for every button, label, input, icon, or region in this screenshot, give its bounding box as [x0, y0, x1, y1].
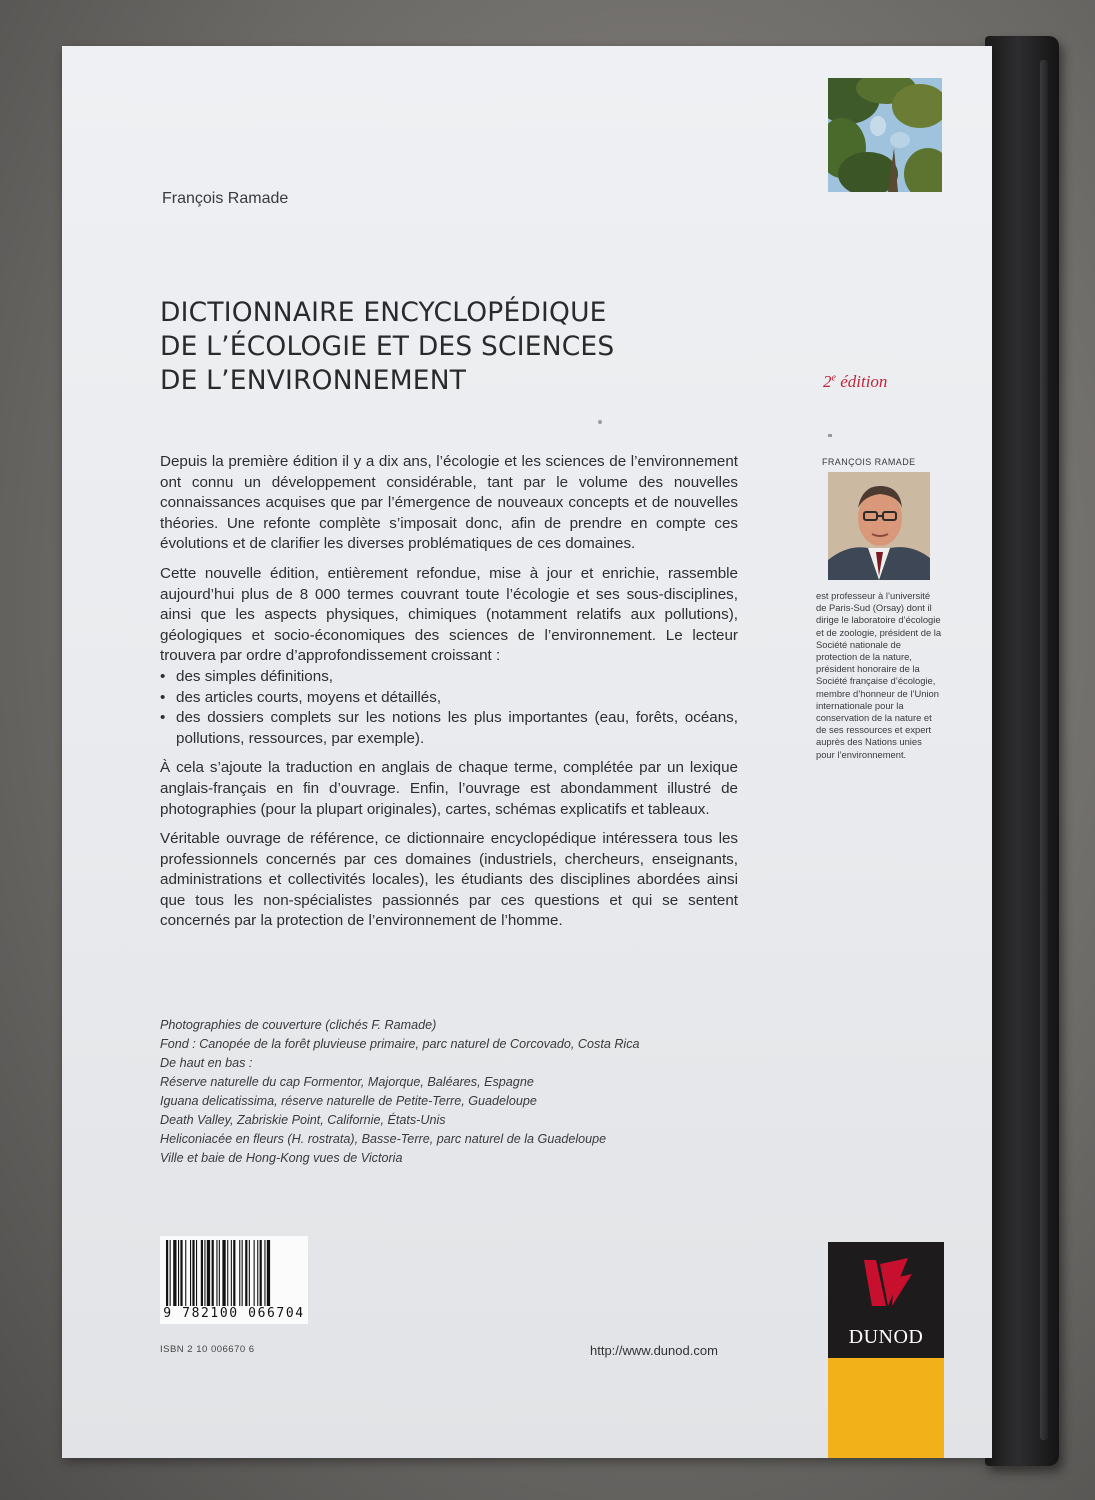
credit-line: Death Valley, Zabriskie Point, Californie, États-Unis [160, 1113, 446, 1127]
blurb-bullet: • des simples définitions, [160, 667, 738, 688]
barcode-bar [212, 1240, 214, 1306]
edition-superscript: e [831, 372, 836, 384]
barcode-bar [216, 1240, 217, 1306]
author-caption: FRANÇOIS RAMADE [822, 457, 916, 467]
barcode-bar [196, 1240, 197, 1306]
barcode-bar [249, 1240, 250, 1306]
credit-line: Photographies de couverture (clichés F. Ramade) [160, 1018, 437, 1032]
print-speck [828, 434, 832, 437]
dunod-logo-icon [828, 1242, 944, 1326]
credit-line: Iguana delicatissima, réserve naturelle de Petite-Terre, Guadeloupe [160, 1094, 537, 1108]
title-line-3: DE L’ENVIRONNEMENT [160, 365, 467, 396]
barcode-bar [201, 1240, 203, 1306]
barcode-bar [173, 1240, 176, 1306]
barcode-bar [227, 1240, 228, 1306]
barcode-bar [180, 1240, 182, 1306]
title-line-1: DICTIONNAIRE ENCYCLOPÉDIQUE [160, 297, 607, 328]
credit-line: De haut en bas : [160, 1056, 253, 1070]
blurb-paragraph-4: Véritable ouvrage de référence, ce dictionnaire encyclopédique intéressera tous les professionnels concernés par ces domaines (industriels, chercheurs, enseignants, administrations et collectivités locales), les étudiants des disciplines abordées ainsi que tous les non-spécialistes passionnés par ces questions et qui se sentent concernés par la protection de l’environnement de l’homme. [160, 830, 738, 930]
print-speck [598, 420, 602, 424]
author-name: François Ramade [162, 190, 289, 207]
edition-number: 2 [823, 372, 832, 391]
cover-photo-canopy [828, 78, 942, 192]
credit-line: Heliconiacée en fleurs (H. rostrata), Basse-Terre, parc naturel de la Guadeloupe [160, 1132, 607, 1146]
barcode-bar [222, 1240, 225, 1306]
barcode-bar [178, 1240, 179, 1306]
barcode-bar [219, 1240, 220, 1306]
barcode-bar [264, 1240, 265, 1306]
credit-line: Fond : Canopée de la forêt pluvieuse primaire, parc naturel de Corcovado, Costa Rica [160, 1037, 640, 1051]
barcode-bar [239, 1240, 240, 1306]
barcode-bar [245, 1240, 247, 1306]
barcode-bar [166, 1240, 168, 1306]
isbn-number: ISBN 2 10 006670 6 [160, 1344, 255, 1355]
author-biography: est professeur à l’université de Paris-Sud (Orsay) dont il dirige le laboratoire d’écologie et de zoologie, président de la Société nationale de protection de la nature, président honoraire de la Société française d’écologie, membre d’honneur de l’Union internationale pour la conservation de la nature et de ses ressources et expert auprès des Nations unies pour l’environnement. [816, 590, 942, 760]
publisher-url: http://www.dunod.com [590, 1343, 718, 1358]
book-title [160, 296, 614, 398]
credit-line: Réserve naturelle du cap Formentor, Majorque, Baléares, Espagne [160, 1075, 534, 1089]
publisher-logo [828, 1242, 944, 1458]
barcode-bar [233, 1240, 235, 1306]
barcode-bar [257, 1240, 258, 1306]
barcode-bar [192, 1240, 194, 1306]
barcode-bar [231, 1240, 232, 1306]
barcode-bar [170, 1240, 171, 1306]
blurb-bullet: • des articles courts, moyens et détaillés, [160, 688, 738, 709]
barcode-bar [185, 1240, 186, 1306]
barcode-bar [267, 1240, 270, 1306]
title-line-2: DE L’ÉCOLOGIE ET DES SCIENCES [160, 331, 615, 362]
blurb-paragraph-2: Cette nouvelle édition, entièrement refondue, mise à jour et enrichie, rassemble aujourd’hui plus de 8 000 termes couvrant toute l’écologie et ses sous-disciplines, ainsi que les aspects physiques, chimiques (notamment relatifs aux pollutions), géologiques et socio-économiques des sciences de l’environnement. Le lecteur trouvera par ordre d’approfondissement croissant : [160, 564, 738, 665]
spine-edge [1040, 60, 1048, 1440]
barcode-bar [190, 1240, 191, 1306]
publisher-name: DUNOD [848, 1326, 924, 1348]
blurb-bullet-list [160, 667, 738, 749]
blurb-text [160, 452, 738, 941]
blurb-bullet: • des dossiers complets sur les notions les plus importantes (eau, forêts, océans, pollutions, ressources, par exemple). [160, 708, 738, 749]
barcode-bars [166, 1240, 302, 1306]
credit-line: Ville et baie de Hong-Kong vues de Victoria [160, 1151, 403, 1165]
blurb-paragraph-1: Depuis la première édition il y a dix ans, l’écologie et les sciences de l’environnement ont connu un développement considérable, tant par le volume des nouvelles connaissances acquises que par l’émergence de nouveaux concepts et de nouvelles théories. Une refonte complète s’imposait donc, afin de prendre en compte ces évolutions et de clarifier les diverses problématiques de ces domaines. [160, 453, 738, 553]
barcode-digits: 9 782100 066704 [163, 1306, 305, 1321]
barcode [160, 1236, 308, 1324]
logo-yellow-panel [828, 1358, 944, 1458]
edition-label [823, 372, 887, 392]
barcode-bar [254, 1240, 255, 1306]
author-portrait [828, 472, 930, 580]
barcode-bar [242, 1240, 243, 1306]
barcode-bar [260, 1240, 262, 1306]
blurb-paragraph-3: À cela s’ajoute la traduction en anglais de chaque terme, complétée par un lexique anglais-français en fin d’ouvrage. Enfin, l’ouvrage est abondamment illustré de photographies (pour la plupart originales), cartes, schémas explicatifs et tableaux. [160, 759, 738, 818]
edition-text: édition [835, 372, 888, 391]
logo-black-panel [828, 1242, 944, 1358]
barcode-bar [207, 1240, 210, 1306]
photo-credits [160, 1016, 780, 1168]
barcode-bar [204, 1240, 205, 1306]
